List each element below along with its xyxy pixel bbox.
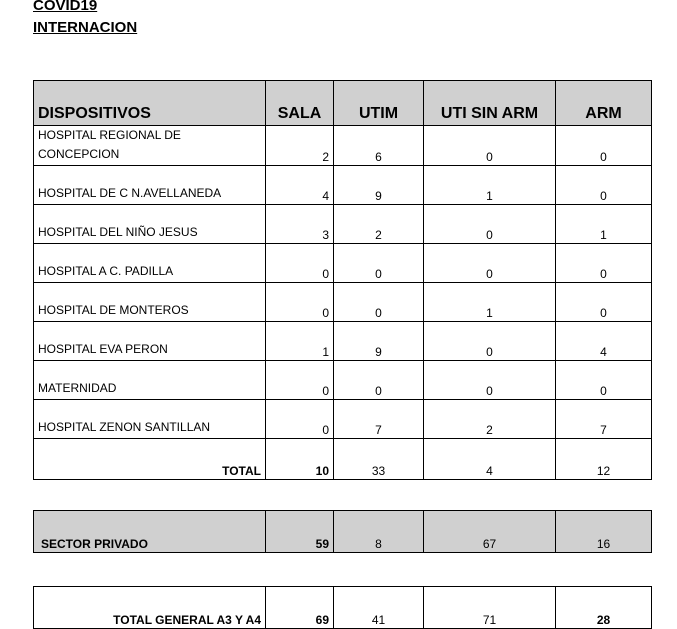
table-row (34, 205, 652, 244)
table-header-row (34, 81, 652, 126)
cell-utim: 6 (334, 126, 424, 166)
cell-uti: 0 (424, 244, 556, 283)
cell-utim: 7 (334, 400, 424, 439)
table-row (34, 361, 652, 400)
total-sala: 10 (266, 439, 334, 480)
row-name: MATERNIDAD (34, 361, 266, 400)
cell-utim: 0 (334, 283, 424, 322)
cell-utim: 2 (334, 205, 424, 244)
cell-utim: 9 (334, 322, 424, 361)
cell-sala: 0 (266, 283, 334, 322)
private-arm: 16 (556, 511, 652, 553)
private-sector-label: SECTOR PRIVADO (34, 511, 266, 553)
table-row (34, 244, 652, 283)
title-internacion: INTERNACION (33, 19, 138, 36)
col-header-dispositivos: DISPOSITIVOS (34, 81, 266, 126)
total-row (34, 439, 652, 480)
cell-sala: 1 (266, 322, 334, 361)
cell-sala: 2 (266, 126, 334, 166)
general-sala: 69 (266, 587, 334, 629)
row-name: HOSPITAL ZENON SANTILLAN (34, 400, 266, 439)
cell-arm: 0 (556, 244, 652, 283)
general-total-table (33, 586, 652, 629)
total-label: TOTAL (34, 439, 266, 480)
cell-uti: 1 (424, 283, 556, 322)
cell-utim: 0 (334, 244, 424, 283)
table-row (34, 283, 652, 322)
cell-uti: 0 (424, 361, 556, 400)
private-uti: 67 (424, 511, 556, 553)
cell-arm: 4 (556, 322, 652, 361)
title-covid19: COVID19 (33, 0, 98, 14)
cell-arm: 1 (556, 205, 652, 244)
general-total-row (34, 587, 652, 629)
cell-sala: 0 (266, 400, 334, 439)
cell-uti: 1 (424, 166, 556, 205)
cell-uti: 2 (424, 400, 556, 439)
row-name: HOSPITAL DE C N.AVELLANEDA (34, 166, 266, 205)
table-row (34, 400, 652, 439)
row-name: HOSPITAL EVA PERON (34, 322, 266, 361)
cell-uti: 0 (424, 126, 556, 166)
col-header-uti-sin-arm: UTI SIN ARM (424, 81, 556, 126)
col-header-sala: SALA (266, 81, 334, 126)
cell-sala: 3 (266, 205, 334, 244)
private-sector-row (34, 511, 652, 553)
cell-utim: 0 (334, 361, 424, 400)
col-header-arm: ARM (556, 81, 652, 126)
total-arm: 12 (556, 439, 652, 480)
main-table (33, 80, 652, 480)
row-name: HOSPITAL REGIONAL DE CONCEPCION (34, 126, 266, 166)
cell-arm: 0 (556, 283, 652, 322)
cell-utim: 9 (334, 166, 424, 205)
general-arm: 28 (556, 587, 652, 629)
total-utim: 33 (334, 439, 424, 480)
cell-arm: 0 (556, 166, 652, 205)
private-sector-table (33, 510, 652, 553)
cell-arm: 7 (556, 400, 652, 439)
cell-uti: 0 (424, 322, 556, 361)
general-uti: 71 (424, 587, 556, 629)
col-header-utim: UTIM (334, 81, 424, 126)
cell-arm: 0 (556, 126, 652, 166)
private-utim: 8 (334, 511, 424, 553)
row-name: HOSPITAL DE MONTEROS (34, 283, 266, 322)
general-utim: 41 (334, 587, 424, 629)
cell-uti: 0 (424, 205, 556, 244)
cell-sala: 0 (266, 244, 334, 283)
cell-sala: 0 (266, 361, 334, 400)
table-row (34, 126, 652, 166)
row-name: HOSPITAL DEL NIÑO JESUS (34, 205, 266, 244)
private-sala: 59 (266, 511, 334, 553)
total-uti: 4 (424, 439, 556, 480)
general-total-label: TOTAL GENERAL A3 Y A4 (34, 587, 266, 629)
row-name: HOSPITAL A C. PADILLA (34, 244, 266, 283)
cell-arm: 0 (556, 361, 652, 400)
cell-sala: 4 (266, 166, 334, 205)
table-row (34, 322, 652, 361)
table-row (34, 166, 652, 205)
